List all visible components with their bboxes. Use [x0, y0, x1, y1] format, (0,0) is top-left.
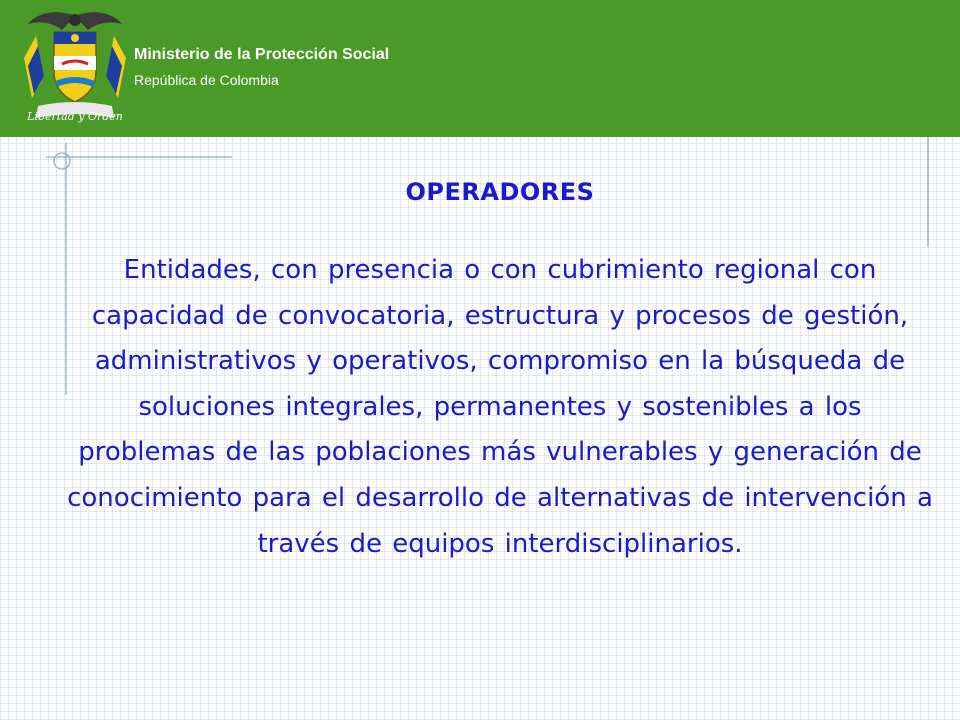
country-name: República de Colombia [134, 72, 279, 88]
seal-motto: Libertad y Orden [27, 110, 123, 123]
slide-title: OPERADORES [405, 178, 595, 206]
coat-of-arms-seal [14, 6, 136, 132]
slide-header [0, 0, 960, 137]
ministry-name: Ministerio de la Protección Social [134, 46, 390, 63]
slide-body-text: Entidades, con presencia o con cubrimiento regional con capacidad de convocatoria, estructura y procesos de gestión, administrativos y operativos, compromiso en la búsqueda de soluciones integrales, permanentes y sostenibles a los problemas de las poblaciones más vulnerables y generación de conocimiento para el desarrollo de alternativas de intervención a través de equipos interdisciplinarios. [67, 255, 933, 559]
